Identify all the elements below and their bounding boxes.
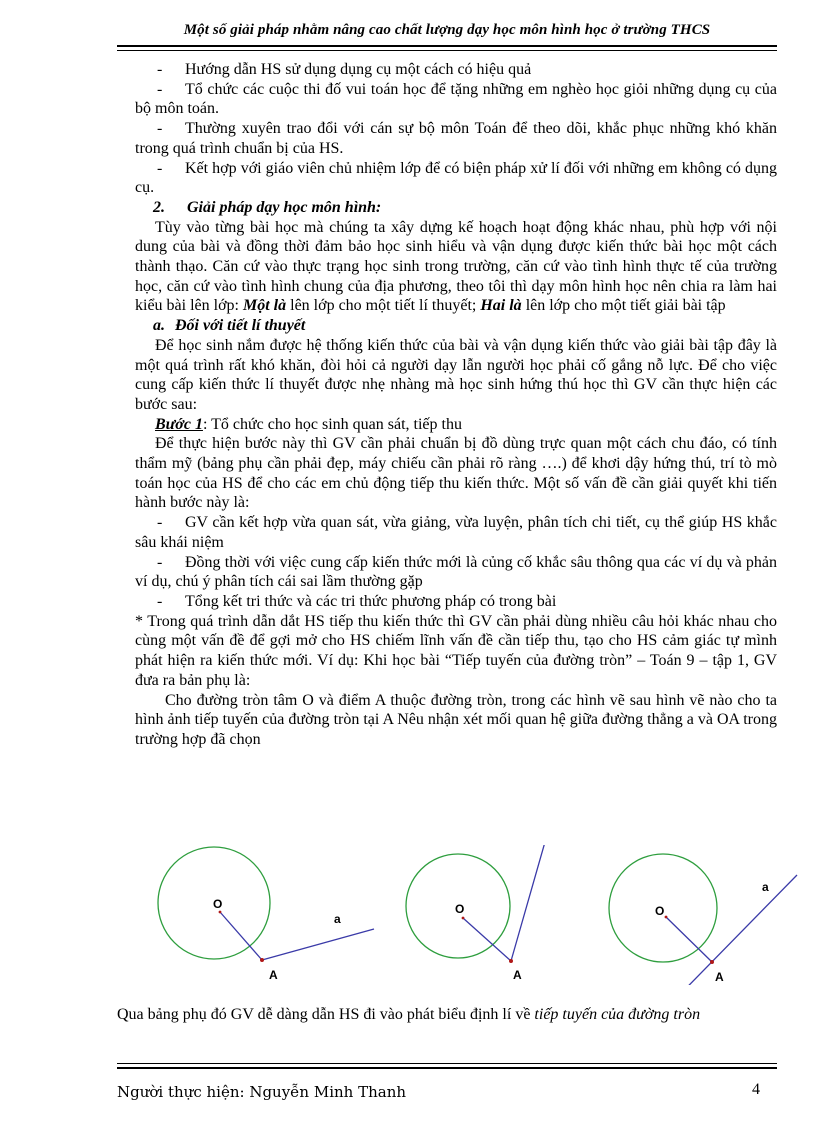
running-header: Một số giải pháp nhằm nâng cao chất lượng dạy học môn hình học ở trường THCS	[183, 22, 711, 38]
point-a	[509, 959, 513, 963]
example-paragraph: * Trong quá trình dẫn dắt HS tiếp thu kiến thức thì GV cần phải dùng nhiều câu hỏi khác nhau cho cùng một vấn đề để gợi mở cho HS chiếm lĩnh vấn đề cần tiếp thu, tạo cho HS cảm giác tự mình phát hiện ra kiến thức mới. Ví dụ: Khi học bài “Tiếp tuyến của đường tròn” – Toán 9 – tập 1, GV đưa ra bản phụ là:	[135, 612, 777, 689]
label-o: O	[655, 904, 665, 918]
label-a: A	[715, 970, 724, 984]
point-o	[462, 917, 465, 920]
step-1-paragraph: Để thực hiện bước này thì GV cần phải chuẩn bị đồ dùng trực quan một cách chu đáo, có tính thẩm mỹ (bảng phụ cần phải đẹp, máy chiếu cần phải rõ ràng ….) để khơi dậy hứng thú, trí tò mò toán học của HS để cho các em chủ động tiếp thu kiến thức. Một số vấn đề cần giải quyết khi tiến hành bước này là:	[135, 435, 777, 512]
footer-author: Người thực hiện: Nguyễn Minh Thanh	[117, 1083, 407, 1101]
label-o: O	[455, 902, 465, 916]
body-text	[135, 60, 777, 750]
point-a	[260, 958, 264, 962]
radius-oa	[463, 918, 511, 961]
line-a	[511, 845, 547, 961]
label-o: O	[213, 897, 223, 911]
section-heading-2: 2. Giải pháp dạy học môn hình:	[153, 198, 382, 216]
bullet-item: - Tổ chức các cuộc thi đố vui toán học để tặng những em nghèo học giỏi những dụng cụ của bộ môn toán.	[135, 80, 777, 118]
header-rule-thin	[117, 50, 777, 51]
subsection-heading-a: a. Đối với tiết lí thuyết	[153, 317, 306, 335]
label-a: A	[269, 968, 278, 982]
footer-rule-thin	[117, 1063, 777, 1064]
footer-rule-thick	[117, 1067, 777, 1069]
header-rule-thick	[117, 45, 777, 47]
point-o	[665, 916, 668, 919]
bullet-item: - Kết hợp với giáo viên chủ nhiệm lớp để có biện pháp xử lí đối với những em không có dụng cụ.	[135, 159, 777, 197]
figure-2	[406, 845, 547, 982]
line-a	[654, 875, 797, 985]
figure-1	[158, 847, 374, 982]
label-line: a	[762, 880, 769, 894]
figure-3	[609, 854, 797, 985]
bullet-item: - GV cần kết hợp vừa quan sát, vừa giảng, vừa luyện, phân tích chi tiết, cụ thể giúp HS khắc sâu khái niệm	[135, 514, 777, 551]
step-1-heading: Bước 1: Tổ chức cho học sinh quan sát, tiếp thu	[155, 415, 462, 433]
label-a: A	[513, 968, 522, 982]
point-o	[219, 911, 222, 914]
line-a	[262, 929, 374, 960]
page-number: 4	[752, 1081, 760, 1098]
label-line: a	[334, 912, 341, 926]
tangent-figures	[117, 845, 816, 985]
subsection-a-paragraph: Để học sinh nắm được hệ thống kiến thức của bài và vận dụng kiến thức vào giải bài tập đây là một quá trình rất khó khăn, đòi hỏi cả người dạy lẫn người học phải cố gắng nỗ lực. Để cho việc cung cấp kiến thức lí thuyết được nhẹ nhàng mà học sinh hứng thú học thì GV cần thực hiện các bước sau:	[135, 336, 777, 413]
section-2-paragraph: Tùy vào từng bài học mà chúng ta xây dựng kế hoạch hoạt động khác nhau, phù hợp với nội dung của bài và đồng thời đảm bảo học sinh hiểu và vận dụng được kiến thức bài học một cách thành thạo. Căn cứ vào thực trạng học sinh trong trường, căn cứ vào tình hình thực tế của trường học, căn cứ vào tình hình chung của địa phương, theo tôi thì dạy môn hình học nên chia ra làm hai kiểu bài lên lớp: Một là lên lớp cho một tiết lí thuyết; Hai là lên lớp cho một tiết giải bài tập	[135, 218, 777, 315]
closing-paragraph: Qua bảng phụ đó GV dễ dàng dẫn HS đi vào phát biểu định lí về tiếp tuyến của đường tròn	[117, 1006, 701, 1023]
bullet-item: - Tổng kết tri thức và các tri thức phương pháp có trong bài	[157, 592, 557, 610]
bullet-item: - Hướng dẫn HS sử dụng dụng cụ một cách có hiệu quả	[157, 61, 532, 78]
point-a	[710, 960, 714, 964]
bullet-item: - Đồng thời với việc cung cấp kiến thức mới là củng cố khắc sâu thông qua các ví dụ và phản ví dụ, chú ý phân tích cái sai lầm thường gặp	[135, 553, 777, 591]
problem-statement: Cho đường tròn tâm O và điểm A thuộc đường tròn, trong các hình vẽ sau hình vẽ nào cho ta hình ảnh tiếp tuyến của đường tròn tại A Nêu nhận xét mối quan hệ giữa đường thẳng a và OA trong trường hợp đã chọn	[135, 691, 777, 748]
bullet-item: - Thường xuyên trao đổi với cán sự bộ môn Toán để theo dõi, khắc phục những khó khăn trong quá trình chuẩn bị của HS.	[135, 120, 777, 157]
